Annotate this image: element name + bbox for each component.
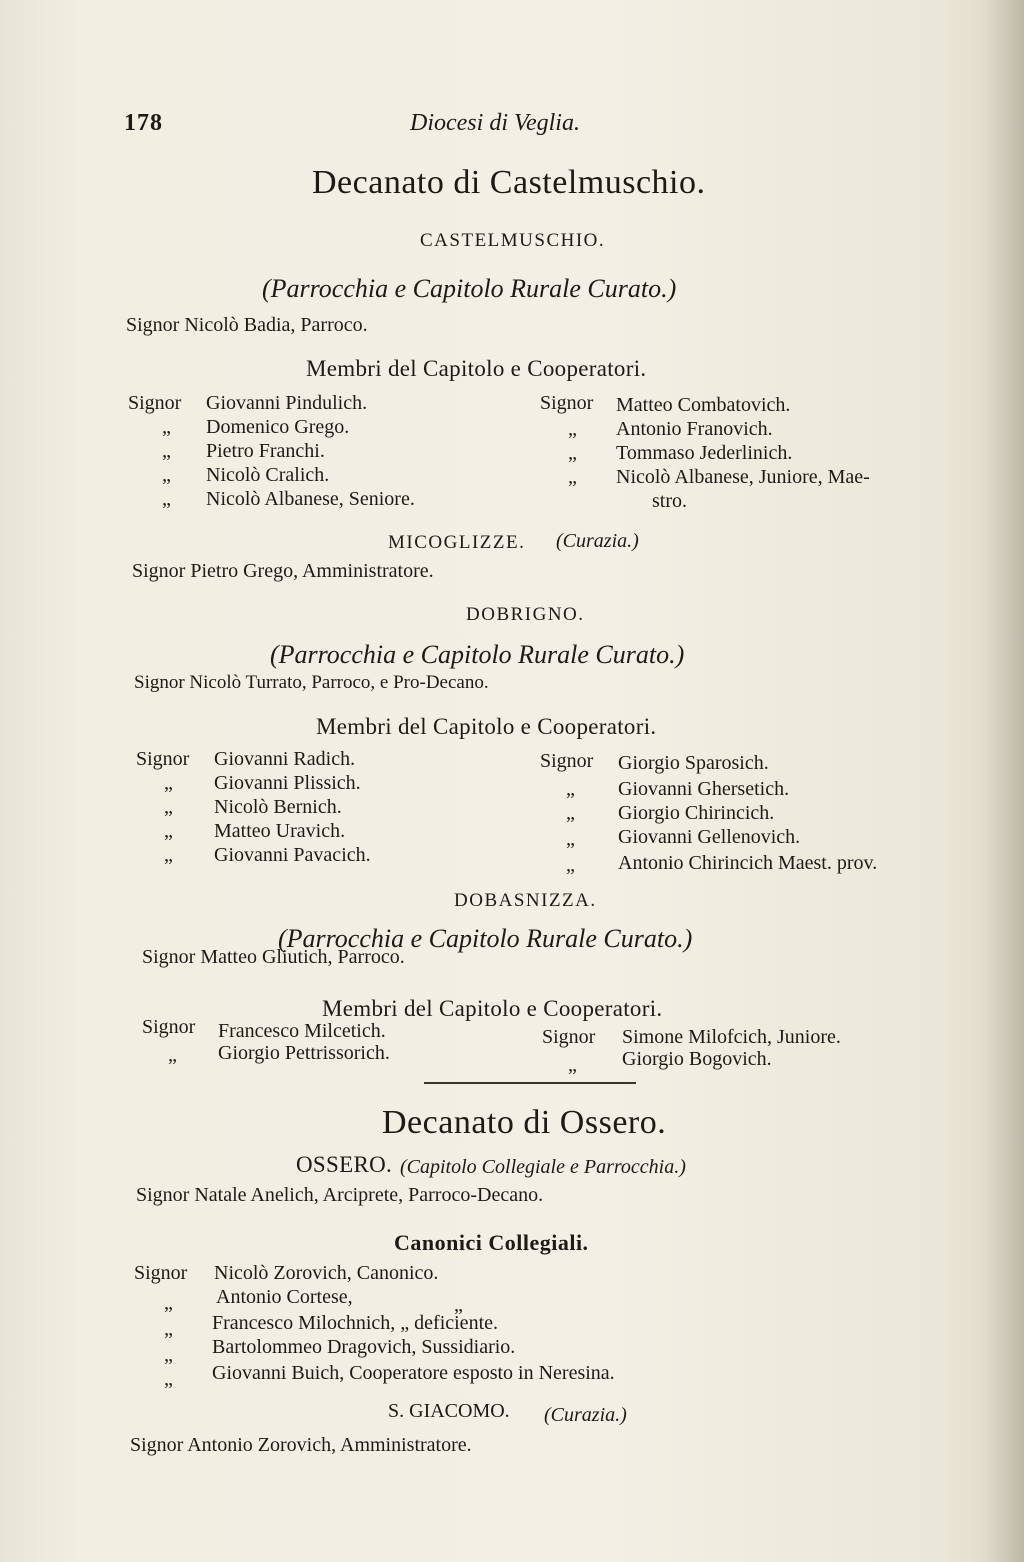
members-title-castelmuschio: Membri del Capitolo e Cooperatori. xyxy=(306,356,647,381)
list-item: Giorgio Sparosich. xyxy=(618,752,769,774)
ditto-mark: „ xyxy=(566,854,575,876)
list-item: Nicolò Cralich. xyxy=(206,464,330,486)
ditto-mark: „ xyxy=(566,802,575,824)
list-prefix: Signor xyxy=(128,392,182,414)
admin-micoglizze: Signor Pietro Grego, Amministratore. xyxy=(132,560,434,582)
parish-type-dobasnizza: (Parrocchia e Capitolo Rurale Curato.) xyxy=(278,924,693,953)
canonici-title: Canonici Collegiali. xyxy=(394,1230,589,1255)
ditto-mark: „ xyxy=(568,418,577,440)
list-item: Giorgio Pettrissorich. xyxy=(218,1042,390,1064)
section-divider xyxy=(424,1082,636,1084)
list-item: Tommaso Jederlinich. xyxy=(616,442,793,464)
page-number: 178 xyxy=(124,110,163,136)
ditto-mark: „ xyxy=(164,820,173,842)
list-item: Nicolò Albanese, Juniore, Mae- xyxy=(616,466,870,488)
ditto-mark: „ xyxy=(568,1054,577,1076)
list-item: Matteo Uravich. xyxy=(214,820,346,842)
list-item: Giovanni Buich, Cooperatore esposto in Neresina. xyxy=(212,1362,615,1384)
list-item: Nicolò Albanese, Seniore. xyxy=(206,488,415,510)
list-prefix: Signor xyxy=(142,1016,196,1038)
running-title: Diocesi di Veglia. xyxy=(410,110,580,136)
ditto-mark: „ xyxy=(162,440,171,462)
list-item: Bartolommeo Dragovich, Sussidiario. xyxy=(212,1336,516,1358)
ditto-mark: „ xyxy=(164,1318,173,1340)
parroco-castelmuschio: Signor Nicolò Badia, Parroco. xyxy=(126,314,368,336)
list-prefix: Signor xyxy=(134,1262,188,1284)
ditto-mark: „ xyxy=(164,796,173,818)
place-s-giacomo: S. GIACOMO. xyxy=(388,1400,510,1422)
ditto-mark: „ xyxy=(164,772,173,794)
members-title-dobrigno: Membri del Capitolo e Cooperatori. xyxy=(316,714,657,739)
ditto-mark: „ xyxy=(566,828,575,850)
list-item: Giorgio Bogovich. xyxy=(622,1048,772,1070)
list-prefix: Signor xyxy=(136,748,190,770)
list-item: Antonio Cortese, xyxy=(216,1286,353,1308)
list-item: Giovanni Gellenovich. xyxy=(618,826,801,848)
parish-type-castelmuschio: (Parrocchia e Capitolo Rurale Curato.) xyxy=(262,274,677,303)
list-item: Giorgio Chirincich. xyxy=(618,802,775,824)
arciprete-ossero: Signor Natale Anelich, Arciprete, Parroco-Decano. xyxy=(136,1184,544,1206)
ditto-mark: „ xyxy=(162,416,171,438)
ditto-mark: „ xyxy=(164,1292,173,1314)
ditto-mark: „ xyxy=(162,488,171,510)
parroco-dobrigno: Signor Nicolò Turrato, Parroco, e Pro-Decano. xyxy=(134,672,489,693)
list-item: Antonio Chirincich Maest. prov. xyxy=(618,852,878,874)
ditto-mark: „ xyxy=(164,1344,173,1366)
list-prefix: Signor xyxy=(540,750,594,772)
list-item: Giovanni Plissich. xyxy=(214,772,361,794)
place-ossero: OSSERO. xyxy=(296,1152,393,1177)
ditto-mark: „ xyxy=(164,844,173,866)
place-micoglizze: MICOGLIZZE. xyxy=(388,532,526,553)
ditto-mark: „ xyxy=(168,1044,177,1066)
place-castelmuschio: CASTELMUSCHIO. xyxy=(420,230,606,251)
admin-s-giacomo: Signor Antonio Zorovich, Amministratore. xyxy=(130,1434,472,1456)
ditto-mark: „ xyxy=(162,464,171,486)
list-item: Giovanni Ghersetich. xyxy=(618,778,790,800)
list-item: Giovanni Pavacich. xyxy=(214,844,371,866)
ditto-mark: „ xyxy=(568,442,577,464)
list-item: Nicolò Zorovich, Canonico. xyxy=(214,1262,439,1284)
parroco-dobasnizza: Signor Matteo Gliutich, Parroco. xyxy=(142,946,405,968)
parish-type-dobrigno: (Parrocchia e Capitolo Rurale Curato.) xyxy=(270,640,685,669)
place-dobasnizza: DOBASNIZZA. xyxy=(454,890,597,911)
list-item: Francesco Milcetich. xyxy=(218,1020,386,1042)
list-item: Matteo Combatovich. xyxy=(616,394,791,416)
ditto-mark: „ xyxy=(566,778,575,800)
type-ossero: (Capitolo Collegiale e Parrocchia.) xyxy=(400,1156,686,1178)
list-item: Simone Milofcich, Juniore. xyxy=(622,1026,841,1048)
list-prefix: Signor xyxy=(542,1026,596,1048)
list-item: Giovanni Pindulich. xyxy=(206,392,368,414)
list-item-continuation: stro. xyxy=(652,490,687,512)
place-dobrigno: DOBRIGNO. xyxy=(466,604,585,625)
ditto-mark: „ xyxy=(568,466,577,488)
list-prefix: Signor xyxy=(540,392,594,414)
list-item: Francesco Milochnich, „ deficiente. xyxy=(212,1312,498,1334)
page-edge-shadow xyxy=(984,0,1024,1562)
type-micoglizze: (Curazia.) xyxy=(556,530,639,552)
ditto-mark: „ xyxy=(164,1368,173,1390)
list-item: Nicolò Bernich. xyxy=(214,796,342,818)
list-item: Domenico Grego. xyxy=(206,416,350,438)
deanery-title-ossero: Decanato di Ossero. xyxy=(382,1104,667,1141)
type-s-giacomo: (Curazia.) xyxy=(544,1404,627,1426)
members-title-dobasnizza: Membri del Capitolo e Cooperatori. xyxy=(322,996,663,1021)
list-item: Giovanni Radich. xyxy=(214,748,356,770)
list-item: Pietro Franchi. xyxy=(206,440,325,462)
deanery-title-castelmuschio: Decanato di Castelmuschio. xyxy=(312,164,706,201)
list-item: Antonio Franovich. xyxy=(616,418,773,440)
ditto-mark: „ xyxy=(454,1294,463,1316)
